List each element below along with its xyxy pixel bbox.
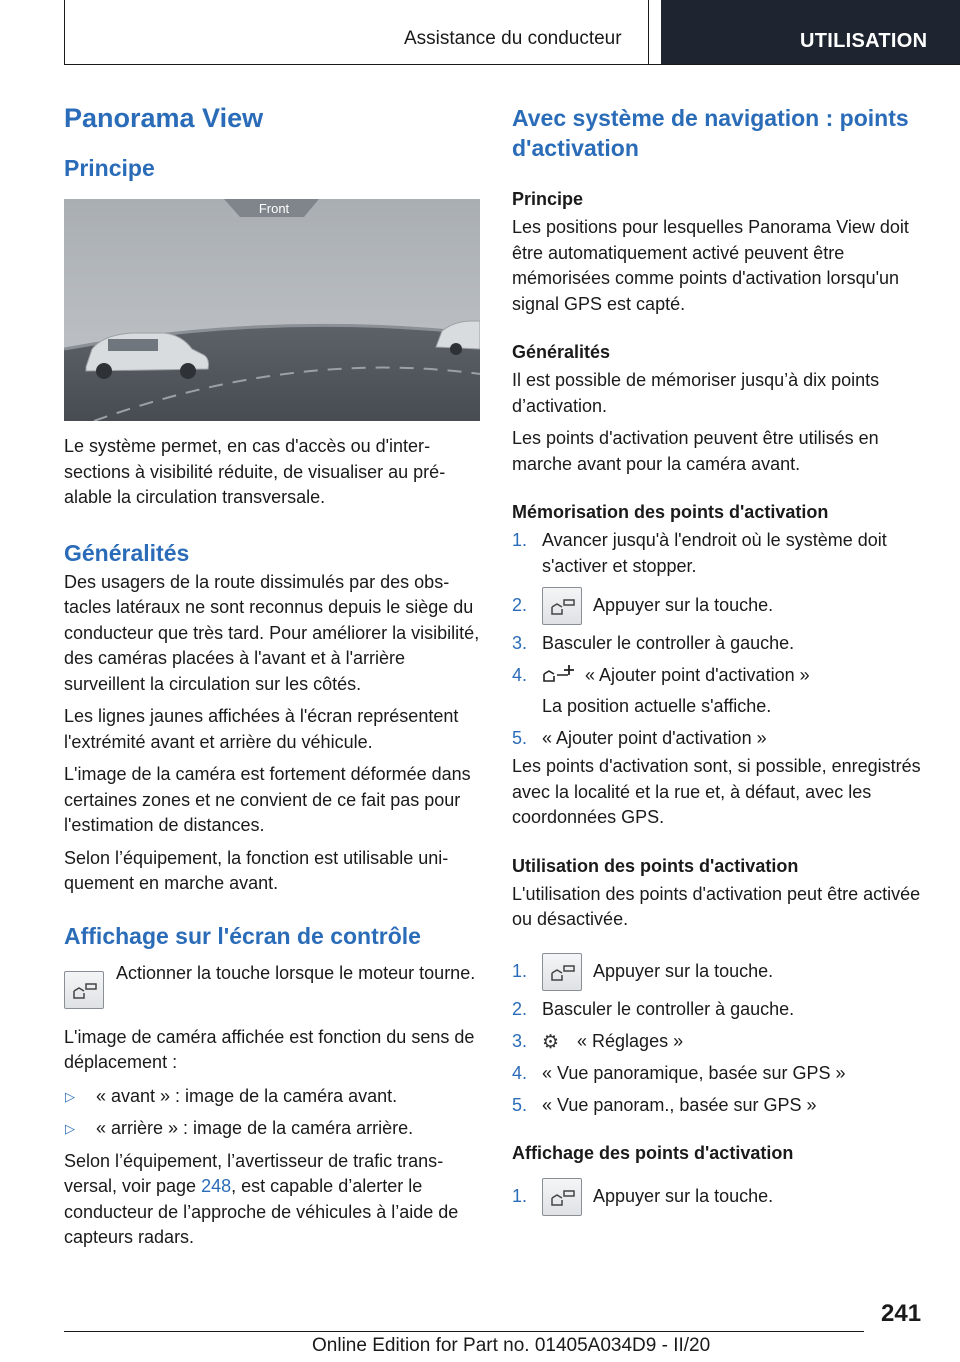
generalites-p3: L'image de la caméra est fortement déformée dans certaines zones et ne convient de ce fait pas pour l'estimation de distances. [64,764,471,835]
step-item: 3. Basculer le controller à gauche. [512,633,795,654]
util-steps [512,951,930,1118]
camera-button-icon [542,953,582,991]
affichage-button-text: Actionner la touche lorsque le moteur tourne. [116,962,476,983]
step-item: 4. « Ajouter point d'activation » La position actuelle s'affiche. [512,664,810,717]
principe-text: Le système permet, en cas d'accès ou d'intersections à visibilité réduite, de visualiser au préalable la circulation transversale. [64,436,446,507]
generalites-p2: Les lignes jaunes affichées à l'écran représentent l'extrémité avant et arrière du véhicule. [64,706,459,752]
memo-heading: Mémorisation des points d'activation [512,502,829,522]
nav-section-heading: Avec système de navigation : points d'activation [512,105,909,161]
memo-after-text: Les points d'activation sont, si possible, enregistrés avec la localité et la rue et, à défaut, avec les coordonnées GPS. [512,756,921,828]
step-item: 5. « Ajouter point d'activation » [512,727,767,748]
generalites-heading: Généralités [64,539,190,566]
aff-heading: Affichage des points d'activation [512,1143,794,1163]
nav-principe-text: Les positions pour lesquelles Panorama View doit être automatiquement activé peuvent être mémorisées comme points d'activation lorsqu'un signal GPS est capté. [512,217,909,314]
add-point-icon [542,664,576,684]
page-title: Panorama View [64,103,264,133]
list-item: ▷ « avant » : image de la caméra avant. [64,1084,480,1110]
step-item: 2. Basculer le controller à gauche. [512,999,795,1019]
camera-button-icon [542,587,582,625]
direction-list [64,1084,480,1142]
nav-generalites-p1: Il est possible de mémoriser jusqu’à dix points d’activation. [512,370,880,416]
util-text: L'utilisation des points d'activation peut être activée ou désactivée. [512,883,921,930]
nav-principe-heading: Principe [512,189,584,209]
affichage-heading: Affichage sur l'écran de contrôle [64,922,421,949]
footer-edition: Online Edition for Part no. 01405A034D9 - II/20 [312,1335,711,1356]
header-left-rule [64,0,65,65]
step-item: 5. « Vue panoram., basée sur GPS » [512,1094,817,1115]
util-heading: Utilisation des points d'activation [512,855,799,876]
affichage-p1: L'image de caméra affichée est fonction du sens de déplacement : [64,1026,475,1072]
triangle-bullet-icon: ▷ [65,1121,75,1136]
memo-steps [512,528,930,751]
affichage-button-row [64,961,480,1013]
footer-rule [64,1331,864,1332]
nav-generalites-p2: Les points d'activation peuvent être utilisés en marche avant pour la caméra avant. [512,428,879,474]
header-rule [64,64,960,65]
figure-front-label: Front [258,201,290,216]
camera-button-icon [542,1178,582,1216]
page-number: 241 [881,1300,922,1327]
nav-generalites-heading: Généralités [512,342,611,362]
triangle-bullet-icon: ▷ [65,1088,75,1104]
right-column [512,100,930,1216]
generalites-p1: Des usagers de la route dissimulés par des obstacles latéraux ne sont reconnus depuis le siège du conducteur que très tard. Pour améliorer la visibilité, des caméras placées à l'avant et à l'arrière surveillent la circulation sur les côtés. [64,571,480,694]
camera-button-icon [64,971,104,1009]
list-item: ▷ « arrière » : image de la caméra arrière. [64,1116,480,1142]
gear-icon: ⚙ [542,1031,560,1053]
step-item: 3. ⚙ « Réglages » [512,1029,930,1056]
header-chapter-tab: UTILISATION [661,0,960,64]
step-item: 1. Appuyer sur la touche. [512,1176,930,1216]
header-section-title: Assistance du conducteur [404,28,622,49]
camera-view-illustration [64,199,480,421]
header-separator [648,0,649,65]
page-link[interactable]: 248 [201,1176,232,1196]
step-item: 1. Appuyer sur la touche. [512,951,930,991]
cross-traffic-text: Selon l’équipement, l’avertisseur de trafic transversal, voir page 248, est capable d’alerter le conducteur de l’approche de véhicules à l’aide de capteurs radars. [64,1150,459,1247]
step-item: 4. « Vue panoramique, basée sur GPS » [512,1063,846,1083]
left-column [64,100,480,1251]
step-item: 1. Avancer jusqu'à l'endroit où le système doit s'activer et stopper. [512,530,887,576]
principe-heading: Principe [64,155,155,181]
generalites-p4: Selon l’équipement, la fonction est utilisable uniquement en marche avant. [64,847,449,893]
aff-steps [512,1176,930,1216]
camera-view-figure [64,199,480,421]
step-item: 2. Appuyer sur la touche. [512,585,930,625]
